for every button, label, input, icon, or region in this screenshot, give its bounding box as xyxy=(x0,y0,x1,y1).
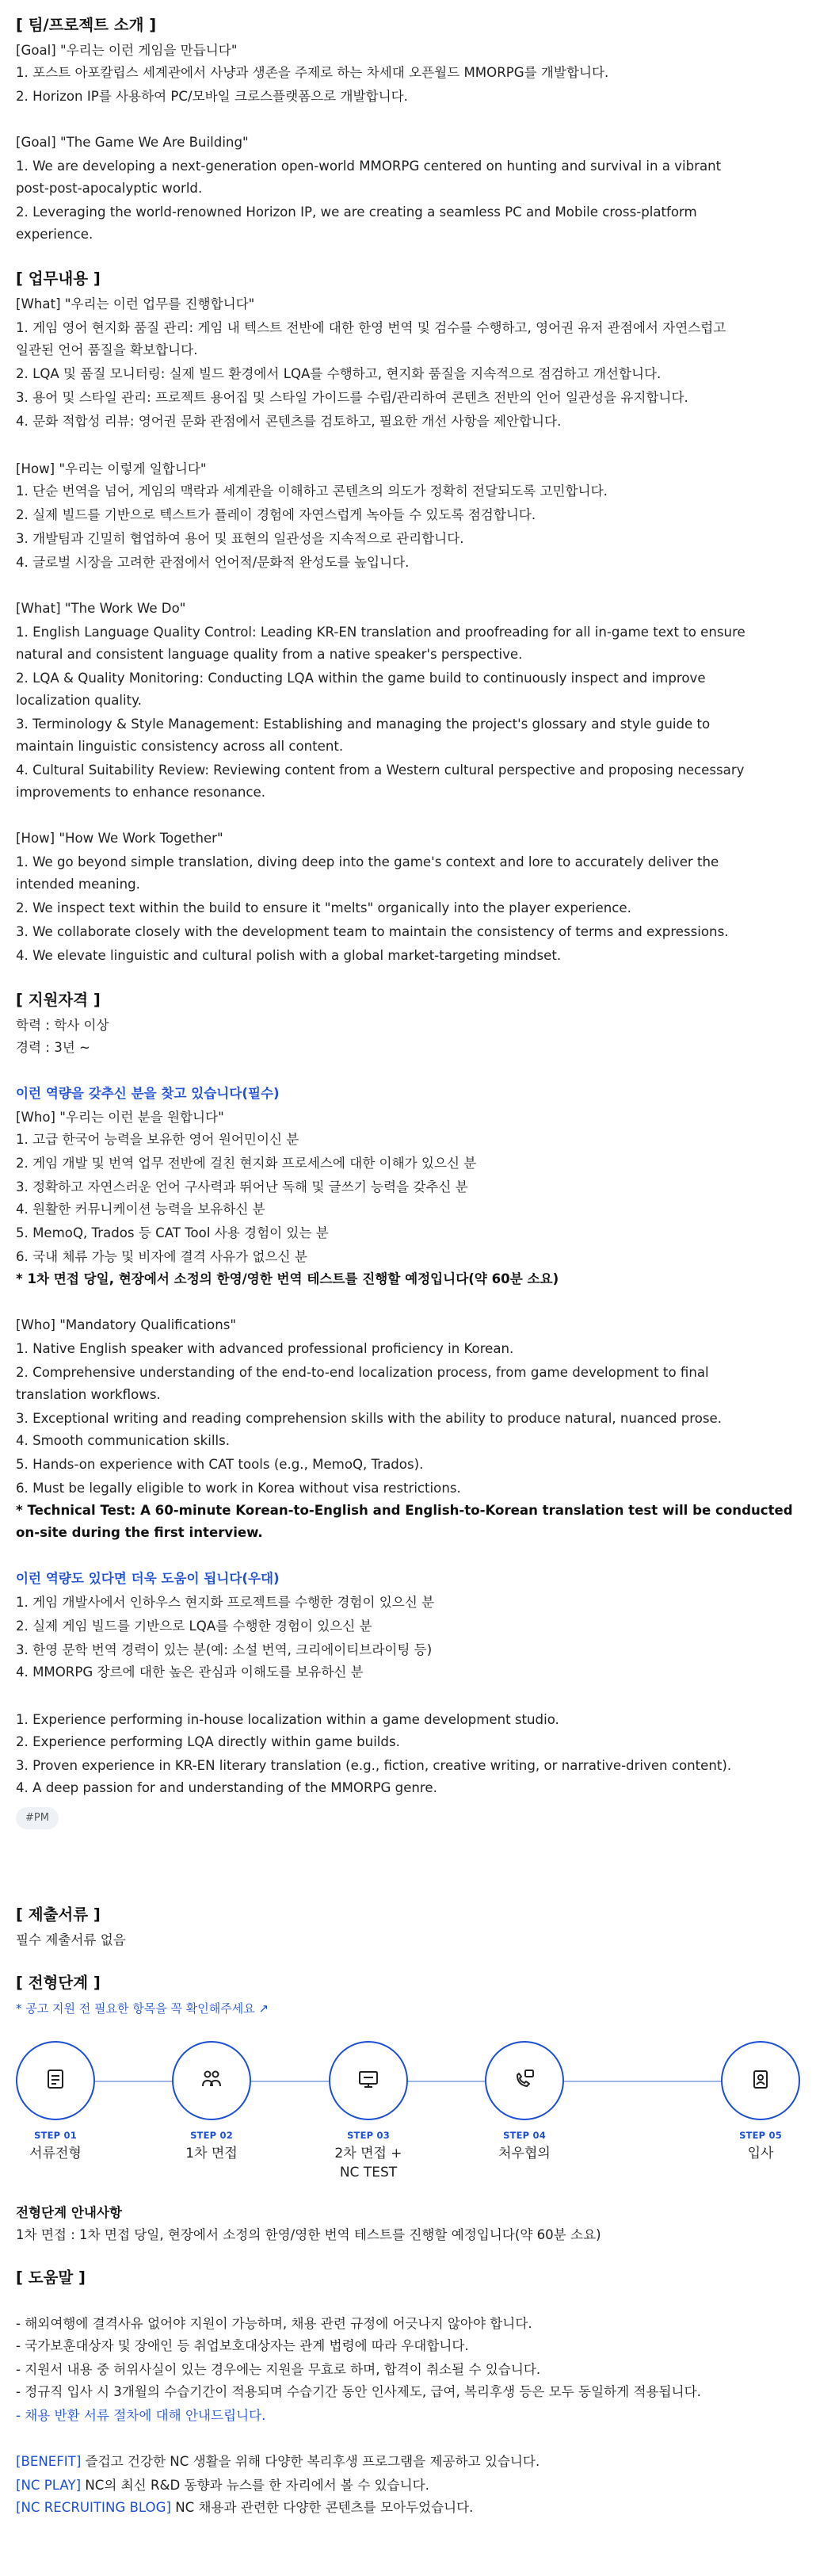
step-label: 1차 면접 xyxy=(185,2146,238,2161)
intro-line: post-post-apocalyptic world. xyxy=(16,181,203,196)
duties-line: 일관된 언어 품질을 확보합니다. xyxy=(16,342,198,357)
qual-line: 5. Hands-on experience with CAT tools (e.g., MemoQ, Trados). xyxy=(16,1457,424,1472)
step-circle xyxy=(329,2041,408,2120)
step-label: 서류전형 xyxy=(29,2146,82,2161)
qual-line: translation workflows. xyxy=(16,1387,161,1402)
step-number: STEP 01 xyxy=(34,2130,77,2141)
process-guide-text: 1차 면접 : 1차 면접 당일, 현장에서 소정의 한영/영한 번역 테스트를 진행할 예정입니다(약 60분 소요) xyxy=(16,2227,601,2242)
qual-line: 3. 한영 문학 번역 경력이 있는 분(예: 소설 번역, 크리에이티브라이팅 등) xyxy=(16,1642,433,1657)
qual-line: 1. Experience performing in-house localization within a game development studio. xyxy=(16,1712,559,1727)
qual-line: 1. 게임 개발사에서 인하우스 현지화 프로젝트를 수행한 경험이 있으신 분 xyxy=(16,1595,435,1610)
qual-line: 4. MMORPG 장르에 대한 높은 관심과 이해도를 보유하신 분 xyxy=(16,1664,364,1680)
help-line: - 지원서 내용 중 허위사실이 있는 경우에는 지원을 무효로 하며, 합격이 취소될 수 있습니다. xyxy=(16,2362,541,2377)
nc-play-link[interactable]: [NC PLAY] xyxy=(16,2478,82,2493)
duties-line: 3. 개발팀과 긴밀히 협업하여 용어 및 표현의 일관성을 지속적으로 관리합니다. xyxy=(16,531,464,546)
duties-line: 2. We inspect text within the build to ensure it "melts" organically into the player experience. xyxy=(16,900,631,915)
recruiting-blog-link[interactable]: [NC RECRUITING BLOG] xyxy=(16,2500,171,2515)
qual-line: 2. Comprehensive understanding of the end-to-end localization process, from game development to final xyxy=(16,1365,709,1380)
qual-line: 6. 국내 체류 가능 및 비자에 결격 사유가 없으신 분 xyxy=(16,1249,307,1264)
qual-line: [Who] "우리는 이런 분을 원합니다" xyxy=(16,1110,224,1125)
test-notice-kr: * 1차 면접 당일, 현장에서 소정의 한영/영한 번역 테스트를 진행할 예정입니다(약 60분 소요) xyxy=(16,1271,559,1286)
qual-line: 3. Exceptional writing and reading comprehension skills with the ability to produce natural, nuanced prose. xyxy=(16,1411,722,1426)
required-subheading: 이런 역량을 갖추신 분을 찾고 있습니다(필수) xyxy=(16,1086,280,1101)
phone-chat-icon xyxy=(513,2067,536,2094)
qual-line: 6. Must be legally eligible to work in Korea without visa restrictions. xyxy=(16,1481,461,1496)
section-heading-process: [ 전형단계 ] xyxy=(16,1974,101,1992)
step-label: 2차 면접 + NC TEST xyxy=(334,2146,402,2180)
qual-line: 3. Proven experience in KR-EN literary translation (e.g., fiction, creative writing, or narrative-driven content). xyxy=(16,1758,732,1773)
duties-line: 4. Cultural Suitability Review: Reviewing content from a Western cultural perspective and proposing necessary xyxy=(16,762,745,778)
duties-line: 1. 게임 영어 현지화 품질 관리: 게임 내 텍스트 전반에 대한 한영 번역 및 검수를 수행하고, 영어권 유저 관점에서 자연스럽고 xyxy=(16,320,726,335)
benefit-text: 즐겁고 건강한 NC 생활을 위해 다양한 복리후생 프로그램을 제공하고 있습니다. xyxy=(81,2454,540,2469)
duties-line: intended meaning. xyxy=(16,877,140,892)
step-04 xyxy=(485,2041,564,2163)
section-heading-qualifications: [ 지원자격 ] xyxy=(16,991,101,1009)
documents-text: 필수 제출서류 없음 xyxy=(16,1932,126,1947)
step-circle xyxy=(485,2041,564,2120)
duties-line: localization quality. xyxy=(16,693,142,708)
duties-line: natural and consistent language quality from a native speaker's perspective. xyxy=(16,647,523,662)
step-circle xyxy=(721,2041,800,2120)
step-label: 입사 xyxy=(747,2146,774,2161)
step-number: STEP 04 xyxy=(503,2130,546,2141)
step-number: STEP 05 xyxy=(739,2130,782,2141)
duties-line: 1. 단순 번역을 넘어, 게임의 맥락과 세계관을 이해하고 콘텐츠의 의도가 정확히 전달되도록 고민합니다. xyxy=(16,483,608,499)
qual-line: [Who] "Mandatory Qualifications" xyxy=(16,1317,236,1332)
step-05 xyxy=(721,2041,800,2163)
blog-line xyxy=(16,2498,473,2517)
recruiting-blog-text: NC 채용과 관련한 다양한 콘텐츠를 모아두었습니다. xyxy=(170,2500,474,2515)
qual-line: 4. Smooth communication skills. xyxy=(16,1433,231,1448)
people-icon xyxy=(200,2067,223,2094)
process-steps xyxy=(16,2041,800,2180)
duties-line: 4. 문화 적합성 리뷰: 영어권 문화 관점에서 콘텐츠를 검토하고, 필요한 개선 사항을 제안합니다. xyxy=(16,414,562,429)
id-badge-icon xyxy=(749,2067,772,2094)
qual-line: 학력 : 학사 이상 xyxy=(16,1018,109,1033)
monitor-icon xyxy=(357,2067,380,2094)
intro-line: 1. We are developing a next-generation open-world MMORPG centered on hunting and survival in a vibrant xyxy=(16,159,722,174)
intro-line: 2. Horizon IP를 사용하여 PC/모바일 크로스플랫폼으로 개발합니다. xyxy=(16,89,408,104)
step-label: 처우협의 xyxy=(498,2146,551,2161)
duties-line: 1. We go beyond simple translation, diving deep into the game's context and lore to accurately deliver the xyxy=(16,854,719,869)
intro-line: [Goal] "The Game We Are Building" xyxy=(16,135,249,150)
duties-line: improvements to enhance resonance. xyxy=(16,785,266,800)
process-notice-link[interactable]: * 공고 지원 전 필요한 항목을 꼭 확인해주세요 ↗ xyxy=(16,2001,269,2016)
help-line: - 정규직 입사 시 3개월의 수습기간이 적용되며 수습기간 동안 인사제도, 급여, 복리후생 등은 모두 동일하게 적용됩니다. xyxy=(16,2384,701,2399)
qual-line: 3. 정확하고 자연스러운 언어 구사력과 뛰어난 독해 및 글쓰기 능력을 갖추신 분 xyxy=(16,1179,468,1194)
help-line: - 국가보훈대상자 및 장애인 등 취업보호대상자는 관계 법령에 따라 우대합니다. xyxy=(16,2338,469,2353)
duties-line: 3. We collaborate closely with the development team to maintain the consistency of terms and expressions. xyxy=(16,924,729,939)
step-number: STEP 02 xyxy=(190,2130,233,2141)
refund-link[interactable]: - 채용 반환 서류 절차에 대해 안내드립니다. xyxy=(16,2408,266,2423)
test-notice-en: * Technical Test: A 60-minute Korean-to-English and English-to-Korean translation test will be conducted xyxy=(16,1503,793,1518)
section-heading-documents: [ 제출서류 ] xyxy=(16,1905,101,1924)
duties-line: 2. LQA 및 품질 모니터링: 실제 빌드 환경에서 LQA를 수행하고, 현지화 품질을 지속적으로 점검하고 개선합니다. xyxy=(16,366,662,381)
ncplay-line xyxy=(16,2476,429,2495)
duties-line: 2. 실제 빌드를 기반으로 텍스트가 플레이 경험에 자연스럽게 녹아들 수 있도록 점검합니다. xyxy=(16,507,536,522)
duties-line: [What] "우리는 이런 업무를 진행합니다" xyxy=(16,296,255,311)
qual-line: 1. 고급 한국어 능력을 보유한 영어 원어민이신 분 xyxy=(16,1132,299,1147)
benefit-line xyxy=(16,2452,540,2471)
tag-pm[interactable]: #PM xyxy=(16,1807,59,1829)
qual-line: 2. 게임 개발 및 번역 업무 전반에 걸친 현지화 프로세스에 대한 이해가 있으신 분 xyxy=(16,1156,477,1171)
step-number: STEP 03 xyxy=(347,2130,390,2141)
benefit-link[interactable]: [BENEFIT] xyxy=(16,2454,82,2469)
intro-line: experience. xyxy=(16,227,93,242)
document-icon xyxy=(44,2067,67,2094)
qual-line: 4. 원활한 커뮤니케이션 능력을 보유하신 분 xyxy=(16,1202,265,1217)
qual-line: 2. Experience performing LQA directly within game builds. xyxy=(16,1734,400,1749)
duties-line: 1. English Language Quality Control: Leading KR-EN translation and proofreading for all in-game text to ensure xyxy=(16,625,745,640)
test-notice-en: on-site during the first interview. xyxy=(16,1525,263,1540)
step-03 xyxy=(329,2041,408,2182)
qual-line: 경력 : 3년 ~ xyxy=(16,1040,90,1055)
qual-line: 1. Native English speaker with advanced professional proficiency in Korean. xyxy=(16,1341,514,1356)
intro-line: 1. 포스트 아포칼립스 세계관에서 사냥과 생존을 주제로 하는 차세대 오픈월드 MMORPG를 개발합니다. xyxy=(16,65,609,80)
section-heading-intro: [ 팀/프로젝트 소개 ] xyxy=(16,16,157,34)
step-02 xyxy=(172,2041,251,2163)
section-heading-help: [ 도움말 ] xyxy=(16,2268,86,2287)
duties-line: 3. Terminology & Style Management: Establishing and managing the project's glossary and style guide to xyxy=(16,717,711,732)
duties-line: 4. 글로벌 시장을 고려한 관점에서 언어적/문화적 완성도를 높입니다. xyxy=(16,555,410,570)
step-circle xyxy=(16,2041,95,2120)
help-line: - 해외여행에 결격사유 없어야 지원이 가능하며, 채용 관련 규정에 어긋나지 않아야 합니다. xyxy=(16,2316,532,2331)
duties-line: [What] "The Work We Do" xyxy=(16,601,186,616)
duties-line: [How] "우리는 이렇게 일합니다" xyxy=(16,461,207,476)
duties-line: 2. LQA & Quality Monitoring: Conducting LQA within the game build to continuously inspect and improve xyxy=(16,671,706,686)
duties-line: 4. We elevate linguistic and cultural polish with a global market-targeting mindset. xyxy=(16,948,562,963)
duties-line: [How] "How We Work Together" xyxy=(16,831,223,846)
section-heading-duties: [ 업무내용 ] xyxy=(16,269,101,288)
qual-line: 4. A deep passion for and understanding of the MMORPG genre. xyxy=(16,1780,437,1795)
duties-line: 3. 용어 및 스타일 관리: 프로젝트 용어집 및 스타일 가이드를 수립/관리하여 콘텐츠 전반의 언어 일관성을 유지합니다. xyxy=(16,390,688,405)
qual-line: 2. 실제 게임 빌드를 기반으로 LQA를 수행한 경험이 있으신 분 xyxy=(16,1619,372,1634)
process-guide-heading: 전형단계 안내사항 xyxy=(16,2205,123,2220)
intro-line: [Goal] "우리는 이런 게임을 만듭니다" xyxy=(16,43,238,58)
nc-play-text: NC의 최신 R&D 동향과 뉴스를 한 자리에서 볼 수 있습니다. xyxy=(81,2478,429,2493)
step-circle xyxy=(172,2041,251,2120)
duties-line: maintain linguistic consistency across all content. xyxy=(16,739,344,754)
qual-line: 5. MemoQ, Trados 등 CAT Tool 사용 경험이 있는 분 xyxy=(16,1225,329,1240)
step-01 xyxy=(16,2041,95,2163)
preferred-subheading: 이런 역량도 있다면 더욱 도움이 됩니다(우대) xyxy=(16,1571,280,1586)
intro-line: 2. Leveraging the world-renowned Horizon IP, we are creating a seamless PC and Mobile cross-platform xyxy=(16,204,697,220)
